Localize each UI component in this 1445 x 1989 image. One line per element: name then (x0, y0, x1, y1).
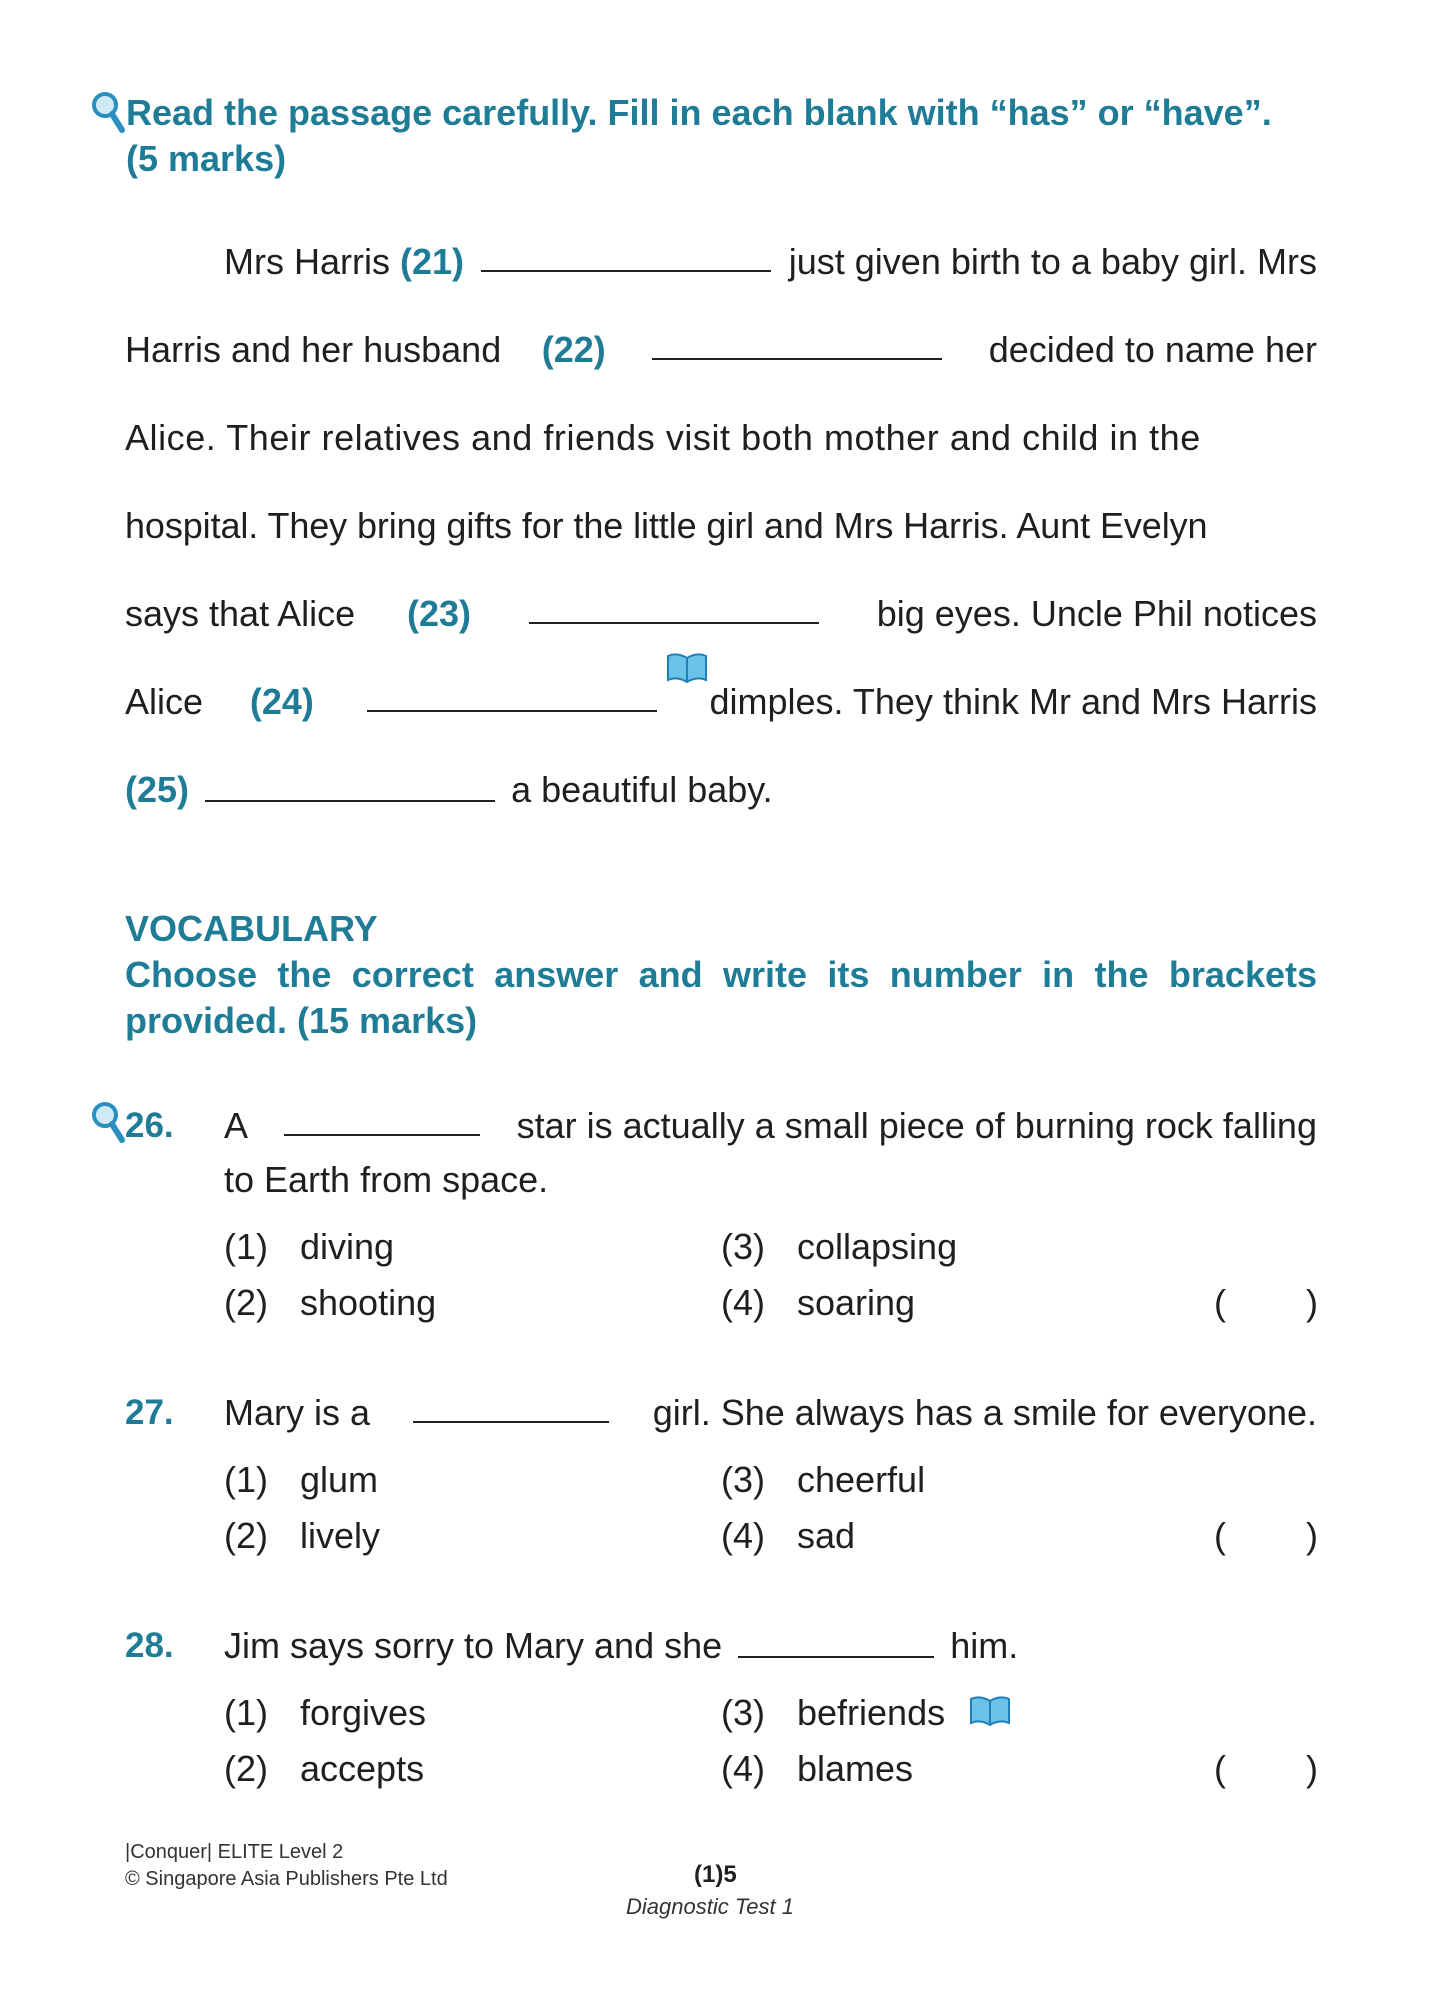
passage-line-4: hospital. They bring gifts for the little girl and Mrs Harris. Aunt Evelyn (125, 505, 1208, 546)
answer-blank-23[interactable] (529, 592, 819, 624)
question-number-28: 28. (125, 1626, 174, 1665)
passage-line-2: Harris and her husband (22) decided to name her (125, 329, 1317, 370)
vocabulary-title: VOCABULARY (125, 908, 378, 949)
option-27-4[interactable]: (4) sad (721, 1515, 856, 1556)
answer-blank-28[interactable] (738, 1626, 934, 1658)
test-name: Diagnostic Test 1 (626, 1894, 794, 1919)
option-27-1[interactable]: (1) glum (224, 1459, 379, 1500)
option-28-3[interactable]: (3) befriends (721, 1692, 946, 1733)
answer-bracket-26[interactable]: ( ) (1214, 1282, 1318, 1323)
answer-blank-26[interactable] (284, 1104, 480, 1136)
option-26-3[interactable]: (3) collapsing (721, 1226, 958, 1267)
question-number-26: 26. (125, 1106, 174, 1145)
option-26-4[interactable]: (4) soaring (721, 1282, 916, 1323)
heading-line-1: Read the passage carefully. Fill in each blank with “has” or “have”. (126, 92, 1272, 133)
answer-blank-27[interactable] (413, 1391, 609, 1423)
question-27-text: Mary is a girl. She always has a smile for everyone. (224, 1392, 1317, 1433)
answer-blank-21[interactable] (481, 240, 771, 272)
question-number: (22) (541, 329, 606, 370)
vocabulary-instruction-2: provided. (15 marks) (125, 1000, 478, 1041)
magnifying-glass-icon (88, 1100, 128, 1146)
vocabulary-instruction-1: Choose the correct answer and write its number in the brackets (125, 954, 1317, 995)
magnifying-glass-icon (88, 90, 128, 136)
option-26-2[interactable]: (2) shooting (224, 1282, 437, 1323)
question-26-text: A star is actually a small piece of burning rock falling (224, 1105, 1317, 1146)
question-number-27: 27. (125, 1393, 174, 1432)
option-26-1[interactable]: (1) diving (224, 1226, 395, 1267)
question-26-text-line-2: to Earth from space. (224, 1159, 549, 1200)
footer-series: |Conquer| ELITE Level 2 (125, 1841, 344, 1863)
option-27-3[interactable]: (3) cheerful (721, 1459, 926, 1500)
option-27-2[interactable]: (2) lively (224, 1515, 381, 1556)
answer-blank-24[interactable] (367, 680, 657, 712)
heading-line-2: (5 marks) (126, 138, 287, 179)
page-number: (1)5 (694, 1861, 737, 1888)
question-number: (23) (406, 593, 472, 634)
passage-line-5: says that Alice (23) big eyes. Uncle Phil notices (125, 593, 1317, 634)
vocabulary-heading (125, 906, 1317, 1044)
section-heading (126, 90, 1272, 182)
answer-blank-22[interactable] (652, 328, 942, 360)
answer-blank-25[interactable] (205, 770, 495, 802)
passage-line-6: Alice (24) dimples. They think Mr and Mrs Harris (125, 681, 1317, 722)
passage-line-3: Alice. Their relatives and friends visit both mother and child in the (125, 417, 1201, 458)
answer-bracket-28[interactable]: ( ) (1214, 1748, 1318, 1789)
footer-copyright: © Singapore Asia Publishers Pte Ltd (125, 1868, 448, 1890)
question-number: (24) (249, 681, 314, 722)
question-number: (21) (400, 241, 465, 282)
passage-line-7: (25) a beautiful baby. (125, 769, 773, 810)
option-28-1[interactable]: (1) forgives (224, 1692, 427, 1733)
question-number: (25) (125, 769, 190, 810)
answer-bracket-27[interactable]: ( ) (1214, 1515, 1318, 1556)
question-28-text: Jim says sorry to Mary and she him. (224, 1625, 1019, 1666)
option-28-2[interactable]: (2) accepts (224, 1748, 425, 1789)
option-28-4[interactable]: (4) blames (721, 1748, 914, 1789)
passage-line-1: Mrs Harris (21) just given birth to a baby girl. Mrs (224, 241, 1317, 282)
open-book-icon (968, 1693, 1012, 1729)
